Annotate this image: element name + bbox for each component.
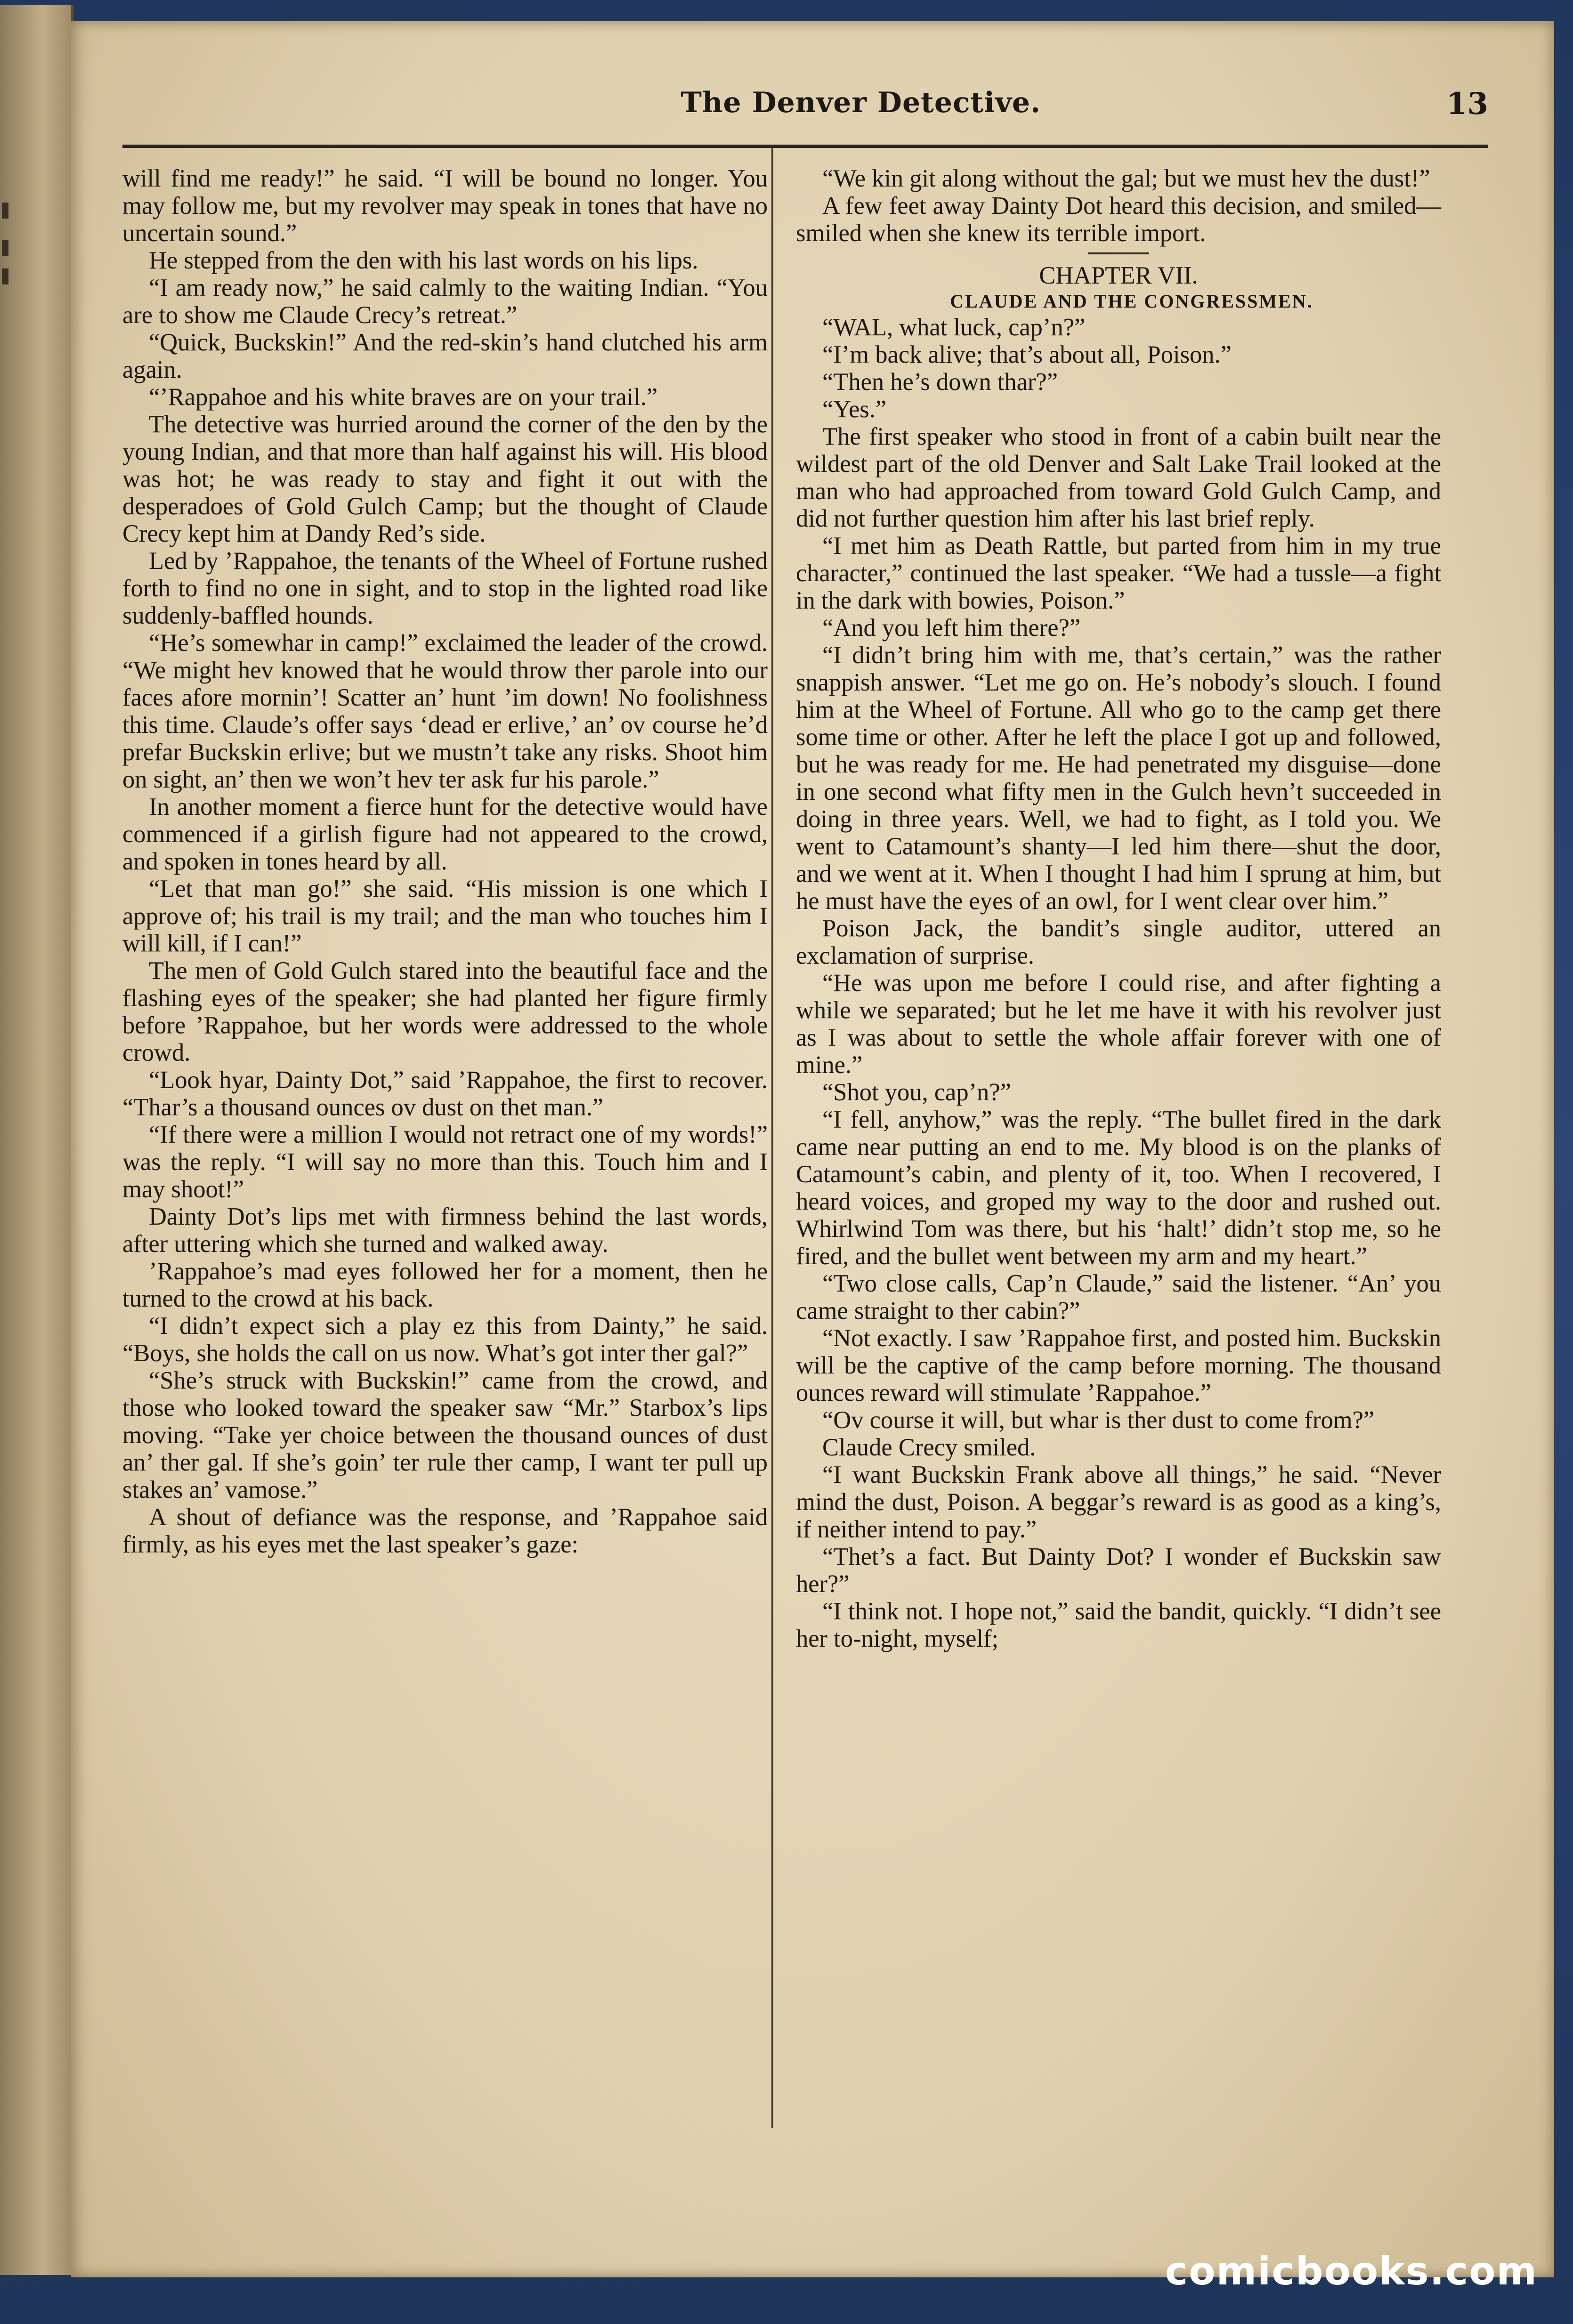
publication-title: The Denver Detective. xyxy=(681,86,1041,119)
paragraph: Poison Jack, the bandit’s single auditor, uttered an exclamation of surprise. xyxy=(796,915,1441,969)
paragraph: “And you left him there?” xyxy=(822,614,1081,642)
paragraph: Claude Crecy smiled. xyxy=(822,1434,1036,1461)
paragraph: In another moment a fierce hunt for the detective would have commenced if a girlish figure had not appeared to the crowd, and spoken in tones heard by all. xyxy=(122,793,768,875)
left-column xyxy=(122,165,768,1558)
paragraph: “Then he’s down thar?” xyxy=(822,368,1058,396)
paragraph: “Let that man go!” she said. “His mission is one which I approve of; his trail is my trail; and the man who touches him I will kill, if I can!” xyxy=(122,875,768,957)
paragraph: “I am ready now,” he said calmly to the waiting Indian. “You are to show me Claude Crecy’s retreat.” xyxy=(122,274,768,329)
paragraph: “He was upon me before I could rise, and after fighting a while we separated; but he let me have it with his revolver just as I was about to settle the whole affair forever with one of mine.” xyxy=(796,969,1441,1079)
paragraph: “I met him as Death Rattle, but parted from him in my true character,” continued the last speaker. “We had a tussle—a fight in the dark with bowies, Poison.” xyxy=(796,532,1441,614)
paragraph: The men of Gold Gulch stared into the beautiful face and the flashing eyes of the speaker; she had planted her figure firmly before ’Rappahoe, but her words were addressed to the whole crowd. xyxy=(122,957,768,1066)
paragraph: “She’s struck with Buckskin!” came from the crowd, and those who looked toward the speaker saw “Mr.” Starbox’s lips moving. “Take yer choice between the thousand ounces of dust an’ ther gal. If she’s goin’ ter rule ther camp, I want ter pull up stakes an’ vamose.” xyxy=(122,1367,768,1503)
edge-ink-mark xyxy=(2,240,8,256)
page-number: 13 xyxy=(1446,86,1488,122)
column-divider xyxy=(771,147,773,2128)
paragraph: He stepped from the den with his last words on his lips. xyxy=(149,247,698,274)
paragraph: A few feet away Dainty Dot heard this decision, and smiled—smiled when she knew its terrible import. xyxy=(796,192,1441,247)
paragraph: “WAL, what luck, cap’n?” xyxy=(822,314,1086,341)
edge-ink-mark xyxy=(2,268,8,284)
site-watermark: comicbooks.com xyxy=(1165,2249,1538,2294)
paragraph: “We kin git along without the gal; but we must hev the dust!” xyxy=(822,165,1430,192)
paragraph: “I fell, anyhow,” was the reply. “The bullet fired in the dark came near putting an end to me. My blood is on the planks of Catamount’s cabin, and plenty of it, too. When I recovered, I heard voices, and groped my way to the door and rushed out. Whirlwind Tom was there, but his ‘halt!’ didn’t stop me, so he fired, and the bullet went between my arm and my heart.” xyxy=(796,1106,1441,1270)
magazine-page xyxy=(71,21,1554,2277)
paragraph: “Shot you, cap’n?” xyxy=(822,1079,1011,1106)
paragraph: The detective was hurried around the corner of the den by the young Indian, and that more than half against his will. His blood was hot; he was ready to stay and fight it out with the desperadoes of Gold Gulch Camp; but the thought of Claude Crecy kept him at Dandy Red’s side. xyxy=(122,411,768,547)
paragraph: “Quick, Buckskin!” And the red-skin’s hand clutched his arm again. xyxy=(122,329,768,383)
paragraph: ’Rappahoe’s mad eyes followed her for a moment, then he turned to the crowd at his back. xyxy=(122,1258,768,1312)
section-rule xyxy=(1088,252,1149,254)
paragraph: “I want Buckskin Frank above all things,” he said. “Never mind the dust, Poison. A beggar’s reward is as good as a king’s, if neither intend to pay.” xyxy=(796,1461,1441,1543)
running-head xyxy=(71,86,1488,133)
paragraph: “Not exactly. I saw ’Rappahoe first, and posted him. Buckskin will be the captive of the camp before morning. The thousand ounces reward will stimulate ’Rappahoe.” xyxy=(796,1325,1441,1406)
paragraph: The first speaker who stood in front of a cabin built near the wildest part of the old Denver and Salt Lake Trail looked at the man who had approached from toward Gold Gulch Camp, and did not further question him after his last brief reply. xyxy=(796,423,1441,532)
paragraph: “I didn’t expect sich a play ez this from Dainty,” he said. “Boys, she holds the call on us now. What’s got inter ther gal?” xyxy=(122,1312,768,1367)
chapter-heading: CHAPTER VII. xyxy=(1039,262,1198,289)
paragraph: “If there were a million I would not retract one of my words!” was the reply. “I will say no more than this. Touch him and I may shoot!” xyxy=(122,1121,768,1203)
paragraph: “Two close calls, Cap’n Claude,” said the listener. “An’ you came straight to ther cabin?” xyxy=(796,1270,1441,1325)
paragraph: will find me ready!” he said. “I will be bound no longer. You may follow me, but my revolver may speak in tones that have no uncertain sound.” xyxy=(122,165,768,247)
header-rule xyxy=(122,145,1488,148)
paragraph: “Yes.” xyxy=(822,396,887,423)
paragraph: “Thet’s a fact. But Dainty Dot? I wonder ef Buckskin saw her?” xyxy=(796,1543,1441,1598)
paragraph: “Ov course it will, but whar is ther dust to come from?” xyxy=(822,1406,1375,1434)
paragraph: Dainty Dot’s lips met with firmness behind the last words, after uttering which she turned and walked away. xyxy=(122,1203,768,1258)
chapter-subheading: CLAUDE AND THE CONGRESSMEN. xyxy=(950,291,1314,312)
edge-ink-mark xyxy=(2,203,8,219)
previous-page-edge xyxy=(0,5,73,2275)
paragraph: A shout of defiance was the response, and ’Rappahoe said firmly, as his eyes met the last speaker’s gaze: xyxy=(122,1503,768,1558)
paragraph: “I think not. I hope not,” said the bandit, quickly. “I didn’t see her to-night, myself; xyxy=(796,1598,1441,1652)
right-column xyxy=(796,165,1441,1652)
paragraph: “I’m back alive; that’s about all, Poison.” xyxy=(822,341,1232,368)
paragraph: “Look hyar, Dainty Dot,” said ’Rappahoe, the first to recover. “Thar’s a thousand ounces ov dust on thet man.” xyxy=(122,1066,768,1121)
paragraph: “I didn’t bring him with me, that’s certain,” was the rather snappish answer. “Let me go on. He’s nobody’s slouch. I found him at the Wheel of Fortune. All who go to the camp get there some time or other. After he left the place I got up and followed, but he was ready for me. He had penetrated my disguise—done in one second what fifty men in the Gulch hevn’t succeeded in doing in three years. Well, we had to fight, as I told you. We went to Catamount’s shanty—I led him there—shut the door, and we went at it. When I thought I had him I sprung at him, but he must have the eyes of an owl, for I went clear over him.” xyxy=(796,642,1441,915)
paragraph: “’Rappahoe and his white braves are on your trail.” xyxy=(149,383,658,411)
paragraph: “He’s somewhar in camp!” exclaimed the leader of the crowd. “We might hev knowed that he would throw ther parole into our faces afore mornin’! Scatter an’ hunt ’im down! No foolishness this time. Claude’s offer says ‘dead er erlive,’ an’ ov course he’d prefar Buckskin erlive; but we mustn’t take any risks. Shoot him on sight, an’ then we won’t hev ter ask fur his parole.” xyxy=(122,629,768,793)
paragraph: Led by ’Rappahoe, the tenants of the Wheel of Fortune rushed forth to find no one in sight, and to stop in the lighted road like suddenly-baffled hounds. xyxy=(122,547,768,629)
